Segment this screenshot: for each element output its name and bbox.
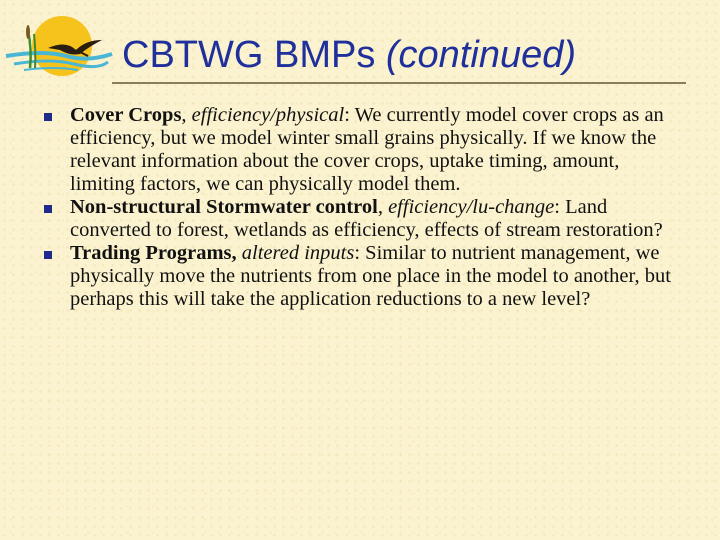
bullet-item xyxy=(44,196,684,242)
slide-title xyxy=(122,36,576,74)
title-paren: (continued) xyxy=(385,34,577,76)
bullet-body: : Land converted to forest, wetlands as efficiency, effects of stream restoration? xyxy=(70,196,663,241)
title-main: CBTWG BMPs xyxy=(122,34,376,76)
square-bullet-icon xyxy=(44,251,52,259)
square-bullet-icon xyxy=(44,113,52,121)
bullet-list xyxy=(44,104,684,311)
bullet-body: : We currently model cover crops as an efficiency, but we model winter small grains physically. If we know the relevant information about the cover crops, uptake timing, amount, limiting factors, we can physically model them. xyxy=(70,104,664,195)
bullet-method: altered inputs xyxy=(241,242,355,264)
bullet-body: : Similar to nutrient management, we physically move the nutrients from one place in the model to another, but perhaps this will take the application reductions to a new level? xyxy=(70,242,671,310)
bullet-lead: Non-structural Stormwater control xyxy=(70,196,378,218)
square-bullet-icon xyxy=(44,205,52,213)
bullet-sep: , xyxy=(377,196,389,218)
bullet-lead: Trading Programs, xyxy=(70,242,237,264)
bullet-lead: Cover Crops xyxy=(70,104,182,126)
bullet-item xyxy=(44,104,684,196)
bullet-method: efficiency/physical xyxy=(191,104,345,126)
bullet-sep: , xyxy=(181,104,192,126)
bullet-method: efficiency/lu-change xyxy=(388,196,555,218)
sun-heron-logo-icon xyxy=(4,10,114,80)
bullet-item xyxy=(44,242,684,311)
title-divider xyxy=(112,82,686,84)
